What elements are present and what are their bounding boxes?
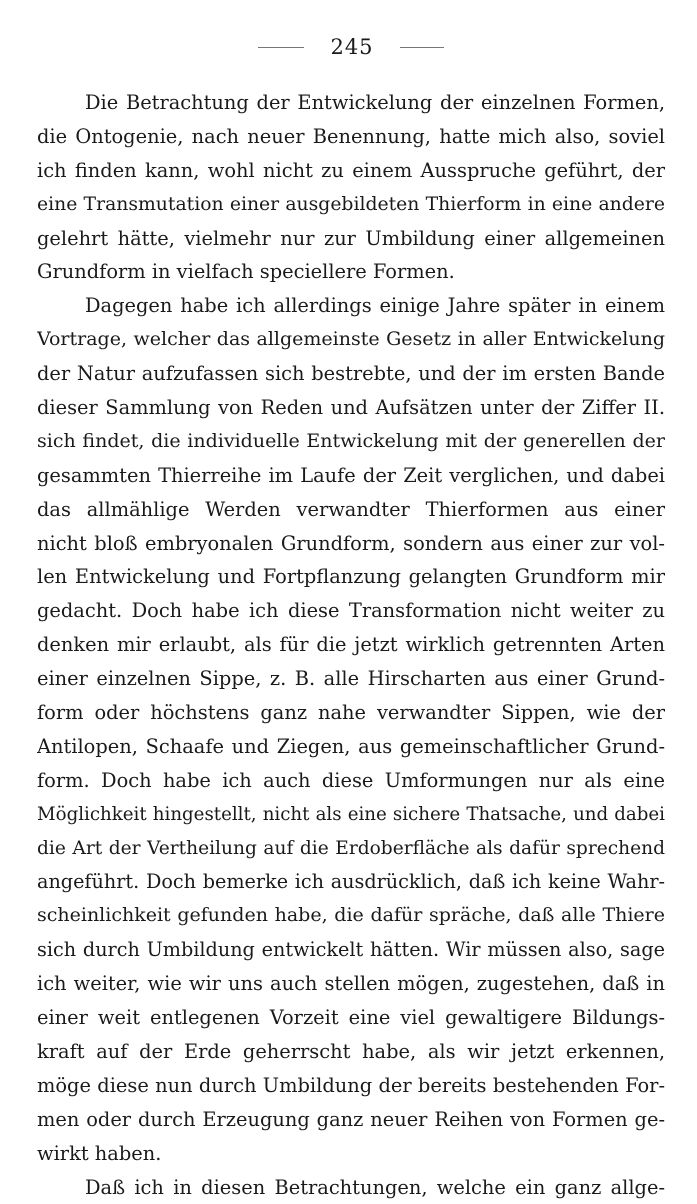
- text-line: einer einzelnen Sippe, z. B. alle Hirscharten aus einer Grund-: [37, 662, 665, 696]
- text-line: einer weit entlegenen Vorzeit eine viel gewaltigere Bildungs-: [37, 1001, 665, 1035]
- header-rule-right: [400, 47, 444, 48]
- text-line: form. Doch habe ich auch diese Umformungen nur als eine: [37, 764, 665, 798]
- text-line: sich findet, die individuelle Entwickelung mit der generellen der: [37, 425, 665, 459]
- text-line: nicht bloß embryonalen Grundform, sondern aus einer zur vol-: [37, 527, 665, 561]
- text-line: ich weiter, wie wir uns auch stellen mögen, zugestehen, daß in: [37, 967, 665, 1001]
- text-line: angeführt. Doch bemerke ich ausdrücklich, daß ich keine Wahr-: [37, 865, 665, 899]
- body-text: [37, 86, 665, 1204]
- text-line: gedacht. Doch habe ich diese Transformation nicht weiter zu: [37, 594, 665, 628]
- text-line: gelehrt hätte, vielmehr nur zur Umbildung einer allgemeinen: [37, 222, 665, 256]
- text-line: ich finden kann, wohl nicht zu einem Ausspruche geführt, der: [37, 154, 665, 188]
- text-line: scheinlichkeit gefunden habe, die dafür spräche, daß alle Thiere: [37, 899, 665, 933]
- text-line: gesammten Thierreihe im Laufe der Zeit verglichen, und dabei: [37, 459, 665, 493]
- text-line: Daß ich in diesen Betrachtungen, welche ein ganz allge-: [37, 1171, 665, 1204]
- text-line: denken mir erlaubt, als für die jetzt wirklich getrennten Arten: [37, 628, 665, 662]
- page-number: 245: [300, 30, 404, 64]
- text-line: dieser Sammlung von Reden und Aufsätzen unter der Ziffer II.: [37, 391, 665, 425]
- text-line: Vortrage, welcher das allgemeinste Gesetz in aller Entwickelung: [37, 323, 665, 357]
- text-line: wirkt haben.: [37, 1137, 665, 1171]
- text-line: die Ontogenie, nach neuer Benennung, hatte mich also, soviel: [37, 120, 665, 154]
- text-line: Möglichkeit hingestellt, nicht als eine sichere Thatsache, und dabei: [37, 798, 665, 832]
- page-header: [0, 30, 697, 64]
- text-line: der Natur aufzufassen sich bestrebte, und der im ersten Bande: [37, 357, 665, 391]
- header-rule-left: [258, 47, 304, 48]
- text-line: das allmählige Werden verwandter Thierformen aus einer: [37, 493, 665, 527]
- text-line: Dagegen habe ich allerdings einige Jahre später in einem: [37, 289, 665, 323]
- text-line: die Art der Vertheilung auf die Erdoberfläche als dafür sprechend: [37, 832, 665, 866]
- text-line: len Entwickelung und Fortpflanzung gelangten Grundform mir: [37, 560, 665, 594]
- text-line: men oder durch Erzeugung ganz neuer Reihen von Formen ge-: [37, 1103, 665, 1137]
- text-line: Grundform in vielfach speciellere Formen.: [37, 255, 665, 289]
- text-line: kraft auf der Erde geherrscht habe, als wir jetzt erkennen,: [37, 1035, 665, 1069]
- text-line: sich durch Umbildung entwickelt hätten. Wir müssen also, sage: [37, 933, 665, 967]
- text-line: Die Betrachtung der Entwickelung der einzelnen Formen,: [37, 86, 665, 120]
- text-line: eine Transmutation einer ausgebildeten Thierform in eine andere: [37, 188, 665, 222]
- text-line: möge diese nun durch Umbildung der bereits bestehenden For-: [37, 1069, 665, 1103]
- text-line: Antilopen, Schaafe und Ziegen, aus gemeinschaftlicher Grund-: [37, 730, 665, 764]
- text-line: form oder höchstens ganz nahe verwandter Sippen, wie der: [37, 696, 665, 730]
